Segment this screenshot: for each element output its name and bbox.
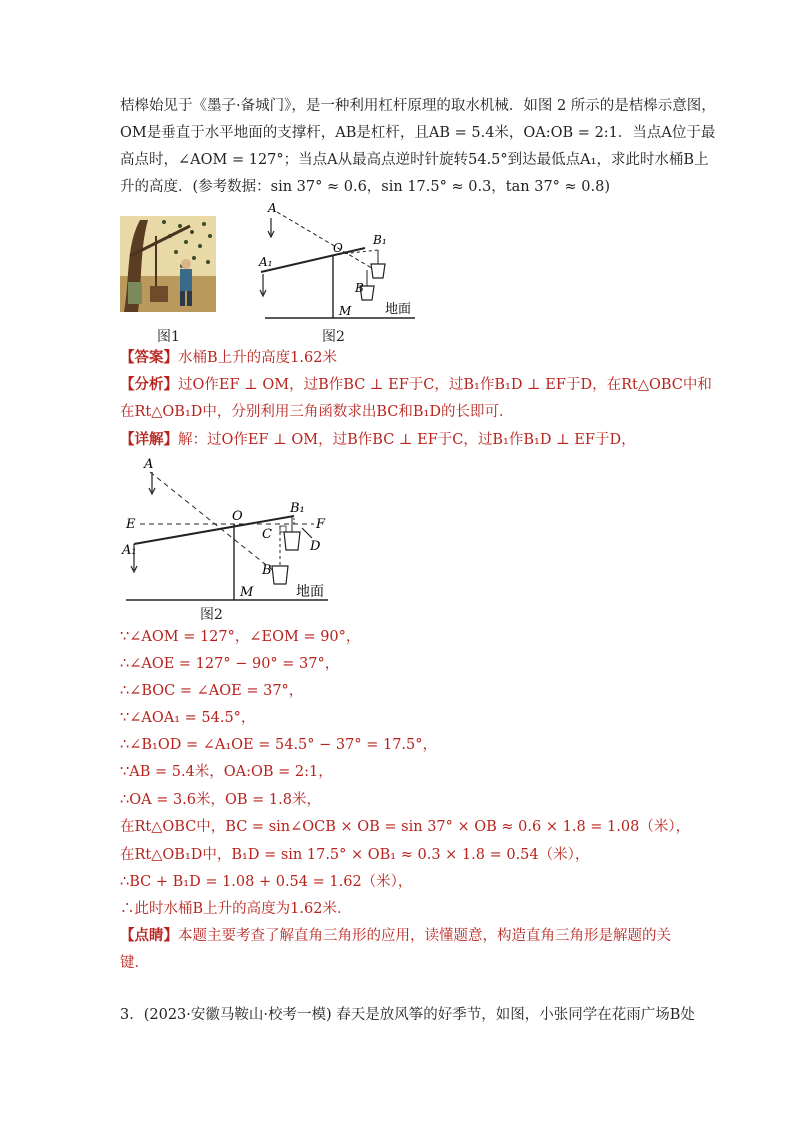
step-4: ∵∠AOA₁ = 54.5°， bbox=[120, 710, 256, 726]
problem-line-1: 桔槔始见于《墨子·备城门》，是一种利用杠杆原理的取水机械．如图 2 所示的是桔槔示意图， bbox=[120, 98, 716, 114]
comment-text-1: 本题主要考查了解直角三角形的应用，读懂题意，构造直角三角形是解题的关 bbox=[178, 928, 671, 944]
analysis-line-2: 在Rt△OB₁D中，分别利用三角函数求出BC和B₁D的长即可． bbox=[120, 404, 514, 420]
step-10: ∴BC + B₁D = 1.08 + 0.54 = 1.62（米）， bbox=[120, 874, 413, 890]
problem-line-3: 高点时，∠AOM = 127°；当点A从最高点逆时针旋转54.5°到达最低点A₁，求此时水桶B上 bbox=[120, 152, 709, 168]
step-11: ∴此时水桶B上升的高度为1.62米． bbox=[120, 901, 352, 917]
fig2-label-A: A bbox=[268, 201, 277, 215]
fig2-label-M: M bbox=[339, 304, 352, 318]
fig2-ground-label: 地面 bbox=[385, 302, 412, 317]
analysis-tag: 【分析】 bbox=[120, 376, 178, 393]
detail-label-A1: A₁ bbox=[122, 543, 137, 558]
detail-text: 解：过O作EF ⊥ OM，过B作BC ⊥ EF于C，过B₁作B₁D ⊥ EF于D， bbox=[178, 432, 636, 448]
analysis-text-1: 过O作EF ⊥ OM，过B作BC ⊥ EF于C，过B₁作B₁D ⊥ EF于D，在Rt△OBC中和 bbox=[178, 377, 712, 393]
comment-line-2: 键． bbox=[120, 955, 149, 971]
detail-label-A: A bbox=[144, 457, 154, 472]
detail-line bbox=[120, 430, 636, 450]
detail-label-D: D bbox=[310, 539, 321, 554]
step-1: ∵∠AOM = 127°，∠EOM = 90°， bbox=[120, 629, 361, 645]
detail-label-B: B bbox=[262, 563, 272, 578]
comment-tag: 【点睛】 bbox=[120, 927, 178, 944]
next-problem-line: 3．(2023·安徽马鞍山·校考一模) 春天是放风筝的好季节，如图，小张同学在花雨广场B处 bbox=[120, 1007, 695, 1023]
step-8: 在Rt△OBC中，BC = sin∠OCB × OB = sin 37° × OB ≈ 0.6 × 1.8 = 1.08（米）， bbox=[120, 819, 691, 835]
problem-line-4: 升的高度．(参考数据：sin 37° ≈ 0.6，sin 17.5° ≈ 0.3，tan 37° ≈ 0.8) bbox=[120, 179, 611, 195]
step-7: ∴OA = 3.6米，OB = 1.8米， bbox=[120, 792, 321, 808]
step-3: ∴∠BOC = ∠AOE = 37°， bbox=[120, 683, 304, 699]
detail-label-B1: B₁ bbox=[290, 501, 305, 516]
answer-text: 水桶B上升的高度1.62米 bbox=[178, 350, 337, 366]
detail-label-C: C bbox=[262, 527, 272, 542]
detail-figure-caption: 图2 bbox=[200, 607, 223, 623]
analysis-line-1 bbox=[120, 375, 712, 395]
fig2-label-O: O bbox=[333, 241, 343, 255]
fig2-label-B: B bbox=[355, 281, 364, 295]
problem-line-2: OM是垂直于水平地面的支撑杆，AB是杠杆，且AB = 5.4米，OA:OB = 2:1．当点A位于最 bbox=[120, 125, 716, 141]
step-6: ∵AB = 5.4米，OA:OB = 2:1， bbox=[120, 764, 333, 780]
detail-figure-diagram bbox=[118, 454, 348, 618]
detail-label-O: O bbox=[232, 509, 243, 524]
figure-2-caption: 图2 bbox=[322, 329, 345, 345]
figure-1-caption: 图1 bbox=[157, 329, 180, 345]
detail-tag: 【详解】 bbox=[120, 431, 178, 448]
step-5: ∴∠B₁OD = ∠A₁OE = 54.5° − 37° = 17.5°， bbox=[120, 737, 438, 753]
figure-1-illustration bbox=[120, 216, 216, 312]
detail-label-E: E bbox=[126, 517, 136, 532]
fig2-label-B1: B₁ bbox=[373, 233, 387, 247]
detail-label-M: M bbox=[240, 585, 254, 600]
fig2-label-A1: A₁ bbox=[259, 255, 273, 269]
step-9: 在Rt△OB₁D中，B₁D = sin 17.5° × OB₁ ≈ 0.3 × 1.8 = 0.54（米）， bbox=[120, 847, 590, 863]
answer-line bbox=[120, 348, 337, 368]
detail-label-F: F bbox=[316, 517, 326, 532]
answer-tag: 【答案】 bbox=[120, 349, 178, 366]
comment-line-1 bbox=[120, 926, 671, 946]
detail-ground-label: 地面 bbox=[296, 584, 324, 600]
step-2: ∴∠AOE = 127° − 90° = 37°， bbox=[120, 656, 340, 672]
figure-2-diagram bbox=[245, 200, 425, 330]
